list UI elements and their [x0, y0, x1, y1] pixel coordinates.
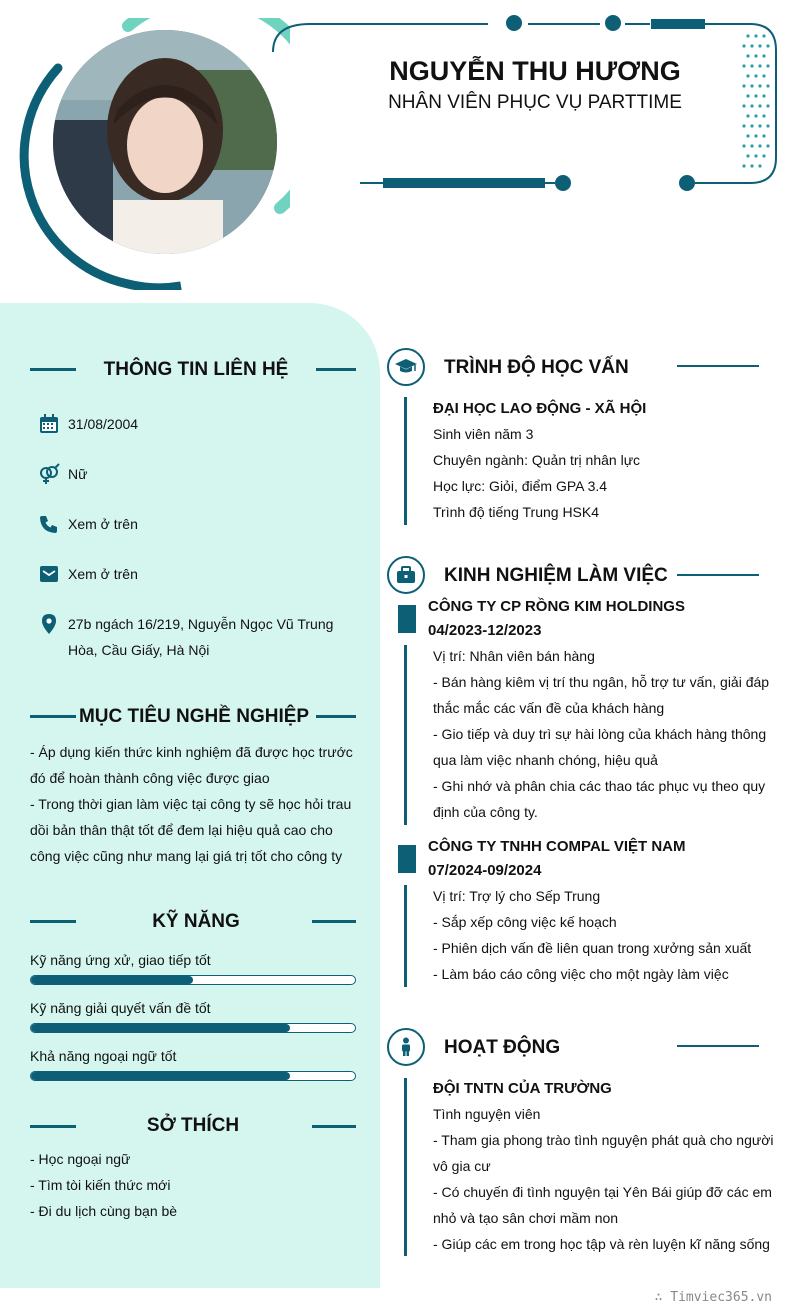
objective-line: - Áp dụng kiến thức kinh nghiệm đã được học trước: [30, 744, 353, 760]
section-divider: [316, 368, 356, 371]
education-details: [433, 421, 640, 525]
objective-line: công việc cũng như mang lại giá trị tốt cho công ty: [30, 848, 343, 864]
job-line: qua làm việc nhanh chóng, hiệu quả: [433, 752, 658, 768]
avatar: [53, 30, 277, 254]
objective-line: dồi bản thân thật tốt để đem lại hiệu quả cao cho: [30, 822, 333, 838]
section-divider: [312, 1125, 356, 1128]
calendar-icon: [38, 413, 60, 435]
education-line: Sinh viên năm 3: [433, 426, 534, 442]
school-name: ĐẠI HỌC LAO ĐỘNG - XÃ HỘI: [433, 400, 647, 417]
section-divider: [316, 715, 356, 718]
birthday-row: [38, 411, 358, 437]
location-pin-icon: [38, 613, 60, 635]
skill-bar: [30, 975, 356, 985]
briefcase-icon: [396, 566, 416, 584]
address-line: 27b ngách 16/219, Nguyễn Ngọc Vũ Trung: [68, 616, 334, 632]
section-divider: [312, 920, 356, 923]
job-marker: [398, 845, 416, 873]
activity-line: - Tham gia phong trào tình nguyện phát quà cho người: [433, 1132, 774, 1148]
section-divider: [677, 574, 759, 576]
contact-section-title: THÔNG TIN LIÊN HỆ: [103, 359, 289, 380]
address-line: Hòa, Cầu Giấy, Hà Nội: [68, 642, 210, 658]
hobby-item: - Đi du lịch cùng bạn bè: [30, 1203, 178, 1219]
job-line: - Gio tiếp và duy trì sự hài lòng của khách hàng thông: [433, 726, 767, 742]
gender-icon: [38, 463, 60, 485]
experience-section-title: KINH NGHIỆM LÀM VIỆC: [444, 565, 668, 586]
phone-icon: [38, 513, 60, 535]
address-row: [38, 611, 358, 663]
job-period: 07/2024-09/2024: [428, 862, 542, 879]
section-divider: [677, 1045, 759, 1047]
watermark: [655, 1290, 772, 1305]
timeline-line: [404, 1078, 407, 1256]
section-divider: [30, 920, 76, 923]
phone-value: Xem ở trên: [68, 516, 138, 532]
watermark-text: Timviec365.vn: [670, 1290, 772, 1305]
section-divider: [30, 368, 76, 371]
objective-section-title: MỤC TIÊU NGHỀ NGHIỆP: [78, 706, 310, 727]
job-line: - Bán hàng kiêm vị trí thu ngân, hỗ trợ tư vấn, giải đáp: [433, 674, 770, 690]
job-line: Vị trí: Trợ lý cho Sếp Trung: [433, 888, 601, 904]
job-period: 04/2023-12/2023: [428, 622, 542, 639]
skill-bar-fill: [31, 976, 193, 984]
job-details: [433, 883, 778, 987]
activity-details: [433, 1101, 778, 1257]
skill-bar: [30, 1023, 356, 1033]
job-line: - Làm báo cáo công việc cho một ngày làm việc: [433, 966, 729, 982]
education-line: Học lực: Giỏi, điểm GPA 3.4: [433, 478, 608, 494]
activities-section-title: HOẠT ĐỘNG: [444, 1037, 561, 1058]
email-icon: [38, 563, 60, 585]
gender-row: [38, 461, 358, 487]
gender-value: Nữ: [68, 466, 88, 482]
activities-icon-badge: [387, 1028, 425, 1066]
hobby-item: - Học ngoại ngữ: [30, 1151, 131, 1167]
objective-line: - Trong thời gian làm việc tại công ty sẽ học hỏi trau: [30, 796, 352, 812]
job-marker: [398, 605, 416, 633]
job-line: thắc mắc các vấn đề của khách hàng: [433, 700, 665, 716]
phone-row: [38, 511, 358, 537]
experience-icon-badge: [387, 556, 425, 594]
job-details: [433, 643, 778, 825]
activity-line: nhỏ và tạo sân chơi mầm non: [433, 1210, 619, 1226]
objective-line: đó để hoàn thành công việc được giao: [30, 770, 270, 786]
job-title: NHÂN VIÊN PHỤC VỤ PARTTIME: [388, 92, 682, 113]
job-line: - Phiên dịch vấn đề liên quan trong xưởng sản xuất: [433, 940, 752, 956]
hobbies-section-title: SỞ THÍCH: [146, 1115, 240, 1136]
timeline-line: [404, 397, 407, 525]
section-divider: [677, 365, 759, 367]
skill-label: Kỹ năng giải quyết vấn đề tốt: [30, 1000, 211, 1016]
watermark-logo-icon: ∴: [654, 1290, 671, 1305]
birthday-value: 31/08/2004: [68, 416, 139, 432]
activity-org: ĐỘI TNTN CỦA TRƯỜNG: [433, 1080, 612, 1097]
skill-bar-fill: [31, 1024, 290, 1032]
email-value: Xem ở trên: [68, 566, 138, 582]
section-divider: [30, 715, 76, 718]
skills-section-title: KỸ NĂNG: [152, 911, 240, 932]
hobby-item: - Tìm tòi kiến thức mới: [30, 1177, 171, 1193]
person-icon: [399, 1037, 413, 1057]
education-icon-badge: [387, 348, 425, 386]
company-name: CÔNG TY CP RỒNG KIM HOLDINGS: [428, 598, 685, 615]
skill-label: Khả năng ngoại ngữ tốt: [30, 1048, 177, 1064]
job-line: định của công ty.: [433, 804, 538, 820]
timeline-line: [404, 645, 407, 825]
activity-line: Tình nguyện viên: [433, 1106, 541, 1122]
candidate-name: NGUYỄN THU HƯƠNG: [389, 56, 681, 86]
company-name: CÔNG TY TNHH COMPAL VIỆT NAM: [428, 838, 686, 855]
section-divider: [30, 1125, 76, 1128]
skill-bar-fill: [31, 1072, 290, 1080]
education-line: Trình độ tiếng Trung HSK4: [433, 504, 600, 520]
education-section-title: TRÌNH ĐỘ HỌC VẤN: [444, 357, 629, 378]
activity-line: - Có chuyến đi tình nguyện tại Yên Bái giúp đỡ các em: [433, 1184, 772, 1200]
activity-line: vô gia cư: [433, 1158, 491, 1174]
graduation-cap-icon: [394, 357, 418, 377]
objective-text: [30, 739, 370, 869]
job-line: Vị trí: Nhân viên bán hàng: [433, 648, 595, 664]
hobbies-list: [30, 1146, 350, 1224]
job-line: - Sắp xếp công việc kế hoạch: [433, 914, 617, 930]
timeline-line: [404, 885, 407, 987]
skill-label: Kỹ năng ứng xử, giao tiếp tốt: [30, 952, 211, 968]
activity-line: - Giúp các em trong học tập và rèn luyện kĩ năng sống: [433, 1236, 770, 1252]
job-line: - Ghi nhớ và phân chia các thao tác phục vụ theo quy: [433, 778, 766, 794]
education-line: Chuyên ngành: Quản trị nhân lực: [433, 452, 641, 468]
skill-bar: [30, 1071, 356, 1081]
email-row: [38, 561, 358, 587]
address-value: [68, 611, 333, 663]
